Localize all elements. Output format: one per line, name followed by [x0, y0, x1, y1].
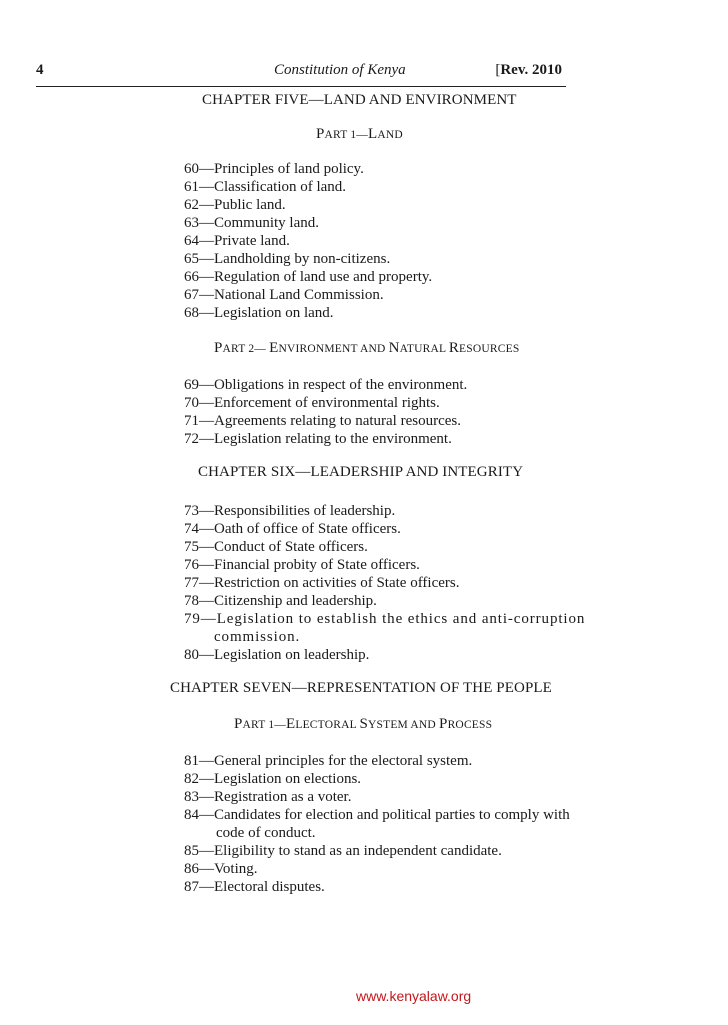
part-heading-text: P	[234, 716, 243, 732]
part-heading-text: P	[214, 340, 223, 356]
chapter-seven-part-1-heading	[234, 716, 492, 733]
revision-label	[495, 62, 562, 79]
part-heading-text: NVIRONMENT AND	[278, 343, 389, 355]
part-heading-text: L	[367, 126, 378, 142]
chapter-five-part-2-heading	[214, 340, 519, 357]
chapter-six-heading: CHAPTER SIX—LEADERSHIP AND INTEGRITY	[198, 464, 524, 480]
toc-item-86[interactable]: 86—Voting.	[184, 861, 258, 877]
part-heading-text: N	[388, 340, 400, 356]
part-heading-text: ESOURCES	[459, 343, 520, 355]
toc-item-78[interactable]: 78—Citizenship and leadership.	[184, 593, 377, 609]
toc-item-83[interactable]: 83—Registration as a voter.	[184, 789, 352, 805]
toc-item-82[interactable]: 82—Legislation on elections.	[184, 771, 362, 787]
revision-bracket: [	[495, 62, 501, 78]
toc-item-80[interactable]: 80—Legislation on leadership.	[184, 647, 370, 663]
running-header	[36, 62, 566, 87]
part-heading-text: E	[269, 340, 279, 356]
page-number: 4	[36, 62, 44, 78]
chapter-five-part-1-heading	[316, 126, 403, 143]
part-heading-text: ART 1—	[242, 719, 286, 731]
part-heading-text: ATURAL	[399, 343, 449, 355]
chapter-five-heading: CHAPTER FIVE—LAND AND ENVIRONMENT	[202, 92, 517, 108]
toc-item-62[interactable]: 62—Public land.	[184, 197, 286, 213]
toc-item-81[interactable]: 81—General principles for the electoral system.	[184, 753, 473, 769]
toc-item-67[interactable]: 67—National Land Commission.	[184, 287, 384, 303]
part-heading-text: AND	[377, 129, 403, 141]
toc-item-79-continuation[interactable]: commission.	[214, 629, 301, 645]
part-heading-text: ART 1—	[324, 129, 368, 141]
revision-text: Rev. 2010	[500, 62, 562, 78]
toc-item-71[interactable]: 71—Agreements relating to natural resources.	[184, 413, 461, 429]
toc-item-66[interactable]: 66—Regulation of land use and property.	[184, 269, 433, 285]
toc-item-84-continuation[interactable]: code of conduct.	[216, 825, 316, 841]
toc-item-60[interactable]: 60—Principles of land policy.	[184, 161, 364, 177]
toc-item-65[interactable]: 65—Landholding by non-citizens.	[184, 251, 391, 267]
part-heading-text: ROCESS	[447, 719, 493, 731]
toc-item-75[interactable]: 75—Conduct of State officers.	[184, 539, 368, 555]
toc-item-87[interactable]: 87—Electoral disputes.	[184, 879, 325, 895]
part-heading-text: ART 2—	[222, 343, 270, 355]
toc-item-84[interactable]: 84—Candidates for election and political parties to comply with	[184, 807, 570, 823]
part-heading-text: P	[316, 126, 325, 142]
part-heading-text: LECTORAL	[295, 719, 360, 731]
toc-item-74[interactable]: 74—Oath of office of State officers.	[184, 521, 401, 537]
part-heading-text: R	[448, 340, 460, 356]
toc-item-63[interactable]: 63—Community land.	[184, 215, 319, 231]
toc-item-79[interactable]: 79—Legislation to establish the ethics and anti-corruption	[184, 611, 586, 627]
toc-item-70[interactable]: 70—Enforcement of environmental rights.	[184, 395, 440, 411]
toc-item-85[interactable]: 85—Eligibility to stand as an independent candidate.	[184, 843, 502, 859]
toc-item-61[interactable]: 61—Classification of land.	[184, 179, 347, 195]
part-heading-text: S	[359, 716, 368, 732]
footer-url-link[interactable]: www.kenyalaw.org	[356, 988, 472, 1004]
toc-item-72[interactable]: 72—Legislation relating to the environment.	[184, 431, 452, 447]
chapter-seven-heading: CHAPTER SEVEN—REPRESENTATION OF THE PEOPLE	[170, 680, 552, 696]
toc-item-73[interactable]: 73—Responsibilities of leadership.	[184, 503, 396, 519]
part-heading-text: YSTEM AND	[368, 719, 440, 731]
part-heading-text: P	[439, 716, 448, 732]
toc-item-77[interactable]: 77—Restriction on activities of State officers.	[184, 575, 460, 591]
toc-item-68[interactable]: 68—Legislation on land.	[184, 305, 334, 321]
toc-item-64[interactable]: 64—Private land.	[184, 233, 290, 249]
toc-item-69[interactable]: 69—Obligations in respect of the environment.	[184, 377, 468, 393]
toc-item-76[interactable]: 76—Financial probity of State officers.	[184, 557, 420, 573]
document-title: Constitution of Kenya	[274, 62, 406, 78]
part-heading-text: E	[285, 716, 296, 732]
